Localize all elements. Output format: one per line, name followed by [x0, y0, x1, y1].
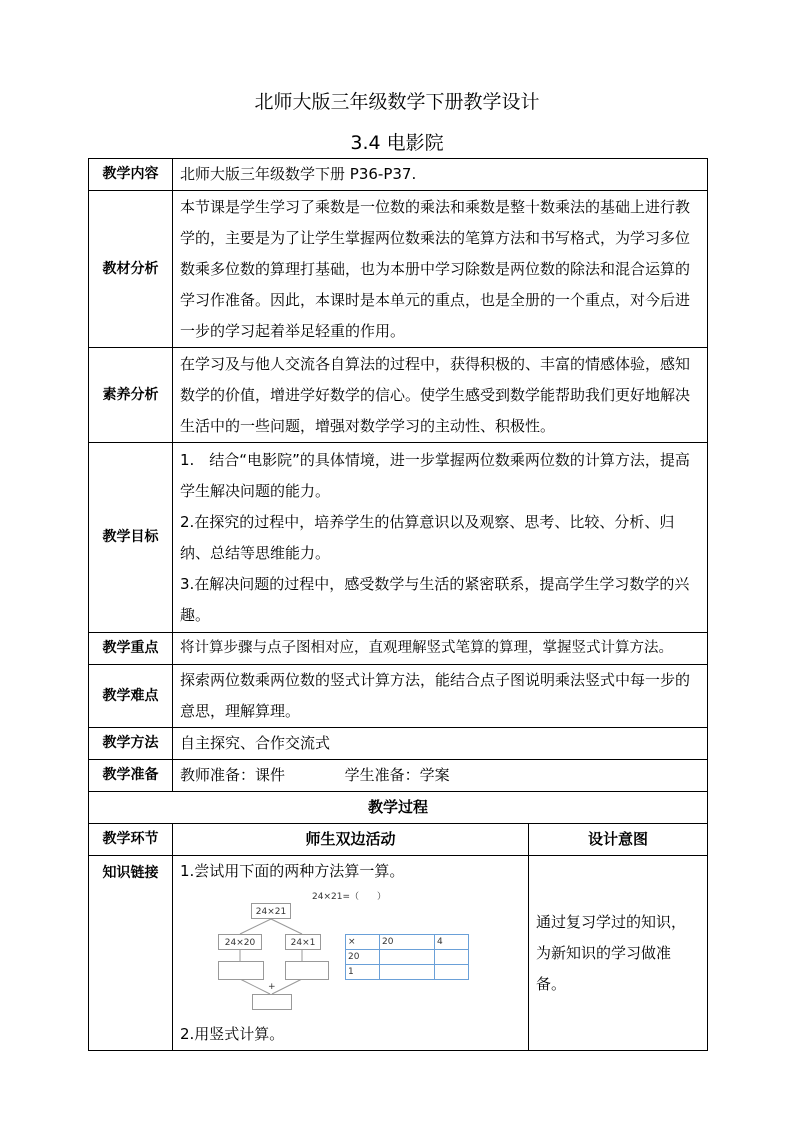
col-activity: 师生双边活动 [173, 824, 529, 856]
row-goals [89, 443, 708, 633]
label-goals: 教学目标 [89, 443, 173, 633]
text-key: 将计算步骤与点子图相对应，直观理解竖式笔算的算理，掌握竖式计算方法。 [173, 633, 708, 665]
teacher-prep: 教师准备：课件 [180, 766, 286, 784]
diagram-right-result [285, 961, 329, 980]
activity-item-2: 2.用竖式计算。 [180, 1025, 285, 1043]
multiplication-grid [345, 934, 469, 980]
grid-cell: 1 [346, 965, 380, 980]
diagram-right-box: 24×1 [285, 934, 321, 950]
intent-knowledge-link: 通过复习学过的知识，为新知识的学习做准备。 [529, 856, 708, 1051]
grid-cell: × [346, 935, 380, 950]
grid-cell [435, 965, 469, 980]
label-method: 教学方法 [89, 728, 173, 760]
lesson-title: 3.4 电影院 [350, 132, 444, 154]
activity-knowledge-link [173, 856, 529, 1051]
row-literacy [89, 348, 708, 443]
process-header: 教学过程 [89, 792, 708, 824]
row-difficulty [89, 665, 708, 728]
grid-cell [435, 950, 469, 965]
student-prep: 学生准备：学案 [344, 766, 450, 784]
grid-cell: 20 [346, 950, 380, 965]
row-process-columns [89, 824, 708, 856]
grid-cell [380, 965, 435, 980]
row-prep [89, 760, 708, 792]
stage-knowledge-link: 知识链接 [89, 856, 173, 1051]
row-key [89, 633, 708, 665]
diagram-left-box: 24×20 [218, 934, 262, 950]
col-intent: 设计意图 [529, 824, 708, 856]
text-analysis: 本节课是学生学习了乘数是一位数的乘法和乘数是整十数乘法的基础上进行教学的，主要是为了让学生掌握两位数乘法的笔算方法和书写格式，为学习多位数乘多位数的算理打基础，也为本册中学习除数是两位数的除法和混合运算的学习作准备。因此，本课时是本单元的重点，也是全册的一个重点，对今后进一步的学习起着举足轻重的作用。 [173, 191, 708, 348]
row-knowledge-link [89, 856, 708, 1051]
document-title: 北师大版三年级数学下册教学设计 [254, 91, 540, 113]
goal-1: 1. 结合“电影院”的具体情境，进一步掌握两位数乘两位数的计算方法，提高学生解决问题的能力。 [180, 450, 690, 500]
text-prep [173, 760, 708, 792]
diagram-left-result [218, 961, 264, 980]
text-literacy: 在学习及与他人交流各自算法的过程中，获得积极的、丰富的情感体验，感知数学的价值，增进学好数学的信心。使学生感受到数学能帮助我们更好地解决生活中的一些问题，增强对数学学习的主动性、积极性。 [173, 348, 708, 443]
label-analysis: 教材分析 [89, 191, 173, 348]
text-difficulty: 探索两位数乘两位数的竖式计算方法，能结合点子图说明乘法竖式中每一步的意思，理解算理。 [173, 665, 708, 728]
text-goals [173, 443, 708, 633]
activity-item-1: 1.尝试用下面的两种方法算一算。 [180, 862, 405, 880]
grid-cell [380, 950, 435, 965]
goal-3: 3.在解决问题的过程中，感受数学与生活的紧密联系，提高学生学习数学的兴趣。 [180, 574, 690, 624]
text-content: 北师大版三年级数学下册 P36-P37. [173, 159, 708, 191]
row-analysis [89, 191, 708, 348]
grid-cell: 20 [380, 935, 435, 950]
label-literacy: 素养分析 [89, 348, 173, 443]
diagram-plus: + [268, 982, 276, 992]
calculation-diagram [180, 891, 521, 1011]
diagram-top-box: 24×21 [251, 903, 291, 919]
row-process-header [89, 792, 708, 824]
goal-2: 2.在探究的过程中，培养学生的估算意识以及观察、思考、比较、分析、归纳、总结等思维能力。 [180, 512, 675, 562]
lesson-plan-table [88, 158, 708, 1051]
label-difficulty: 教学难点 [89, 665, 173, 728]
diagram-sum-box [252, 994, 292, 1010]
text-method: 自主探究、合作交流式 [173, 728, 708, 760]
diagram-equation: 24×21=（ ） [312, 892, 386, 902]
col-stage: 教学环节 [89, 824, 173, 856]
label-key: 教学重点 [89, 633, 173, 665]
label-prep: 教学准备 [89, 760, 173, 792]
row-method [89, 728, 708, 760]
grid-cell: 4 [435, 935, 469, 950]
row-content [89, 159, 708, 191]
label-content: 教学内容 [89, 159, 173, 191]
